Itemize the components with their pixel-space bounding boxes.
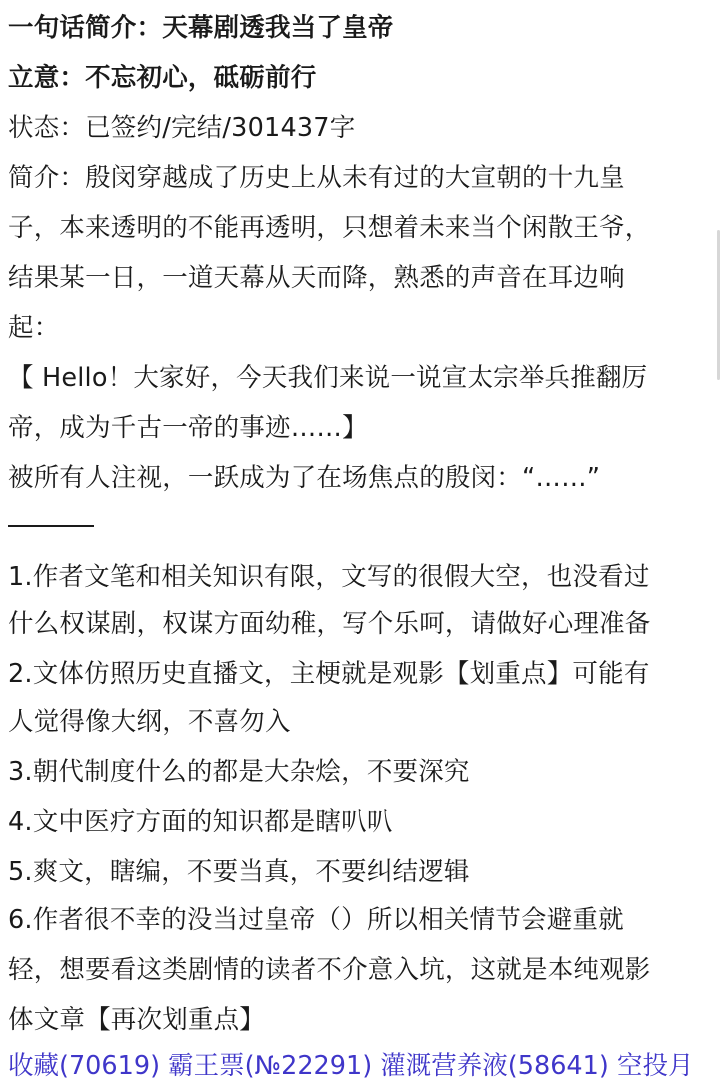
note-line: 5.爽文，瞎编，不要当真，不要纠结逻辑 — [8, 857, 470, 887]
section-divider — [8, 525, 94, 527]
summary-line: 帝，成为千古一帝的事迹……】 — [8, 413, 368, 443]
summary-line: 结果某一日，一道天幕从天而降，熟悉的声音在耳边响 — [8, 263, 625, 293]
summary-line: 起： — [8, 313, 60, 343]
theme: 立意：不忘初心，砥砺前行 — [8, 63, 317, 93]
status-line: 状态：已签约/完结/301437字 — [8, 113, 356, 143]
favorites-link[interactable]: 收藏(70619) — [8, 1051, 161, 1081]
summary-line: 被所有人注视，一跃成为了在场焦点的殷闵：“……” — [8, 463, 601, 493]
airdrop-link[interactable]: 空投月 — [616, 1051, 694, 1081]
summary-line: 【 Hello！大家好，今天我们来说一说宣太宗举兵推翻厉 — [8, 363, 648, 393]
note-line: 3.朝代制度什么的都是大杂烩，不要深究 — [8, 757, 470, 787]
note-line: 2.文体仿照历史直播文，主梗就是观影【划重点】可能有 — [8, 659, 650, 689]
note-line: 人觉得像大纲，不喜勿入 — [8, 707, 291, 737]
note-line: 1.作者文笔和相关知识有限，文写的很假大空，也没看过 — [8, 562, 650, 592]
summary-line: 子，本来透明的不能再透明，只想着未来当个闲散王爷， — [8, 213, 651, 243]
summary-line: 简介：殷闵穿越成了历史上从未有过的大宣朝的十九皇 — [8, 163, 625, 193]
note-line: 体文章【再次划重点】 — [8, 1005, 266, 1035]
note-line: 轻，想要看这类剧情的读者不介意入坑，这就是本纯观影 — [8, 955, 651, 985]
nutrient-solution-link[interactable]: 灌溉营养液(58641) — [380, 1051, 609, 1081]
note-line: 6.作者很不幸的没当过皇帝（）所以相关情节会避重就 — [8, 905, 624, 935]
tagline: 一句话简介：天幕剧透我当了皇帝 — [8, 13, 394, 43]
overlord-tickets-link[interactable]: 霸王票(№22291) — [168, 1051, 373, 1081]
note-line: 什么权谋剧，权谋方面幼稚，写个乐呵，请做好心理准备 — [8, 609, 651, 639]
stats-bar — [8, 1051, 693, 1081]
note-line: 4.文中医疗方面的知识都是瞎叭叭 — [8, 807, 393, 837]
